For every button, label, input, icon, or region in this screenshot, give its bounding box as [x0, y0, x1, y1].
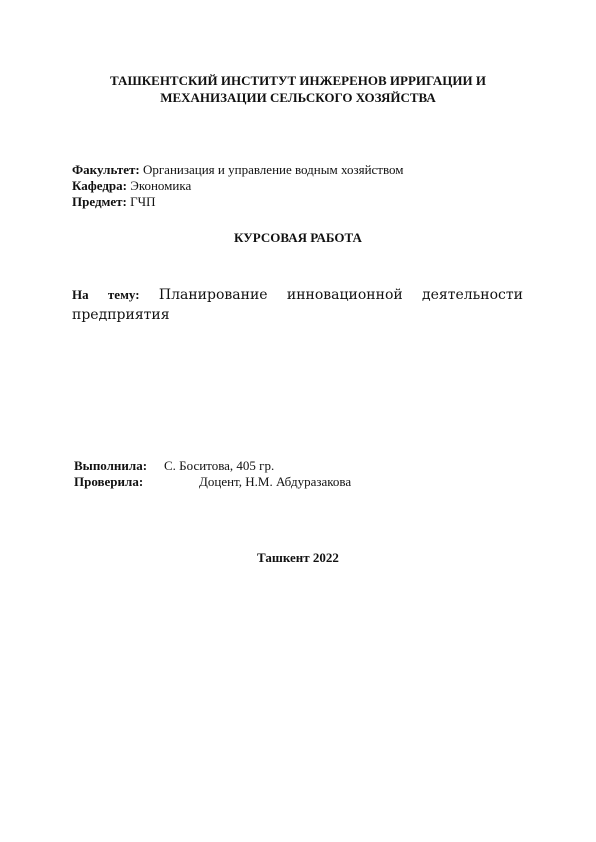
- topic-word-3: деятельности: [422, 287, 523, 303]
- topic-label-word-1: На: [72, 287, 89, 302]
- course-info: [72, 162, 532, 210]
- city-year-footer: Ташкент 2022: [257, 550, 339, 565]
- checked-label: Проверила:: [74, 474, 144, 489]
- institute-title-line-2: МЕХАНИЗАЦИИ СЕЛЬСКОГО ХОЗЯЙСТВА: [160, 90, 436, 105]
- topic-word-1: Планирование: [158, 287, 268, 303]
- faculty-label: Факультет:: [72, 162, 140, 177]
- performed-label: Выполнила:: [74, 458, 148, 473]
- faculty-value: Организация и управление водным хозяйством: [142, 162, 404, 177]
- subject-label: Предмет:: [72, 194, 127, 209]
- topic-block: [72, 285, 523, 325]
- department-row: [72, 178, 532, 194]
- department-value: Экономика: [130, 178, 192, 193]
- institute-title-line-1: ТАШКЕНТСКИЙ ИНСТИТУТ ИНЖЕРЕНОВ ИРРИГАЦИИ И: [110, 73, 486, 88]
- department-label: Кафедра:: [72, 178, 127, 193]
- topic-label-word-2: тему:: [107, 287, 140, 302]
- subject-row: [72, 194, 532, 210]
- topic-word-2: инновационной: [286, 287, 403, 303]
- checked-value: Доцент, Н.М. Абдуразакова: [199, 474, 352, 489]
- performed-value: С. Боситова, 405 гр.: [164, 458, 275, 473]
- subject-value: ГЧП: [130, 194, 156, 209]
- institute-title: [60, 72, 536, 106]
- faculty-row: [72, 162, 532, 178]
- topic-line-2: предприятия: [72, 307, 170, 323]
- topic-line-1: [72, 285, 523, 305]
- work-type-heading: КУРСОВАЯ РАБОТА: [234, 230, 362, 245]
